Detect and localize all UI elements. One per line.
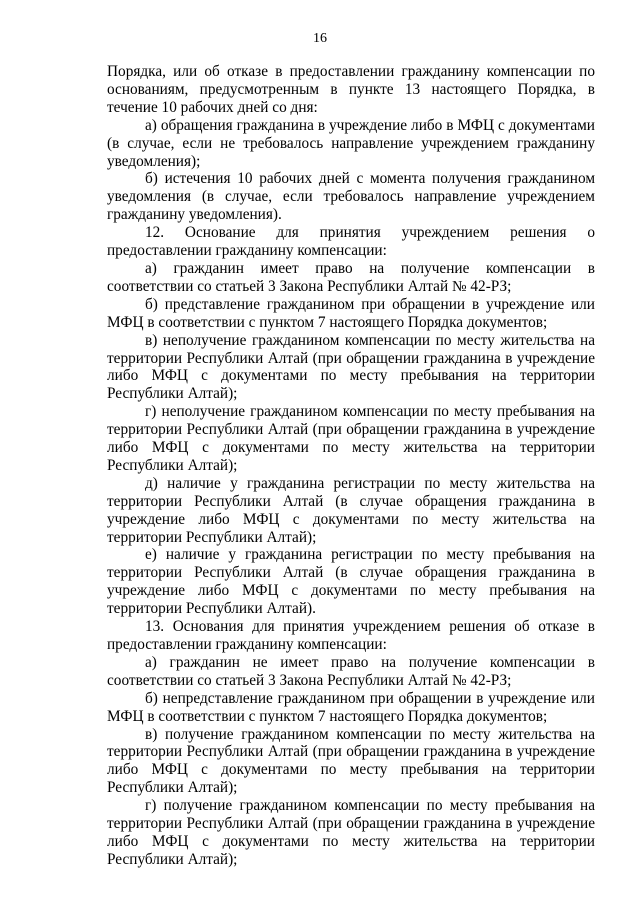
paragraph-13-item-g: г) получение гражданином компенсации по месту пребывания на территории Республики Алтай (при обращении гражданина в учреждение либо МФЦ с документами по месту жительства на территории Республики Алтай); — [107, 797, 595, 868]
paragraph-13-heading: 13. Основания для принятия учреждением решения об отказе в предоставлении гражданину компенсации: — [107, 618, 595, 653]
paragraph-12-item-v: в) неполучение гражданином компенсации по месту жительства на территории Республики Алтай (при обращении гражданина в учреждение либо МФЦ с документами по месту пребывания на территории Республики Алтай); — [107, 331, 595, 403]
paragraph-12-heading: 12. Основание для принятия учреждением решения о предоставлении гражданину компенсации: — [107, 224, 595, 260]
paragraph-11-item-a: а) обращения гражданина в учреждение либо в МФЦ с документами (в случае, если не требовалось направление учреждением гражданину уведомления); — [107, 116, 595, 170]
paragraph-12-item-e: е) наличие у гражданина регистрации по месту пребывания на территории Республики Алтай (в случае обращения гражданина в учреждение либо МФЦ с документами по месту пребывания на территории Республики Алтай). — [107, 546, 595, 618]
page-number: 16 — [313, 31, 327, 46]
document-body — [107, 63, 595, 869]
paragraph-12-item-g: г) неполучение гражданином компенсации по месту пребывания на территории Республики Алтай (при обращении гражданина в учреждение либо МФЦ с документами по месту жительства на территории Республики Алтай); — [107, 403, 595, 474]
paragraph-12-item-b: б) представление гражданином при обращении в учреждение или МФЦ в соответствии с пунктом 7 настоящего Порядка документов; — [107, 295, 595, 331]
paragraph-continuation: Порядка, или об отказе в предоставлении гражданину компенсации по основаниям, предусмотренным в пункте 13 настоящего Порядка, в течение 10 рабочих дней со дня: — [107, 63, 595, 116]
paragraph-13-item-v: в) получение гражданином компенсации по месту жительства на территории Республики Алтай (при обращении гражданина в учреждение либо МФЦ с документами по месту пребывания на территории Республики Алтай); — [107, 725, 595, 797]
paragraph-13-item-a: а) гражданин не имеет право на получение компенсации в соответствии со статьей 3 Закона Республики Алтай № 42-РЗ; — [107, 653, 595, 689]
paragraph-12-item-a: а) гражданин имеет право на получение компенсации в соответствии со статьей 3 Закона Республики Алтай № 42-РЗ; — [107, 259, 595, 295]
paragraph-13-item-b: б) непредставление гражданином при обращении в учреждение или МФЦ в соответствии с пунктом 7 настоящего Порядка документов; — [107, 689, 595, 725]
paragraph-12-item-d: д) наличие у гражданина регистрации по месту жительства на территории Республики Алтай (в случае обращения гражданина в учреждение либо МФЦ с документами по месту жительства на территории Республики Алтай); — [107, 474, 595, 546]
paragraph-11-item-b: б) истечения 10 рабочих дней с момента получения гражданином уведомления (в случае, если требовалось направление учреждением гражданину уведомления). — [107, 170, 595, 224]
